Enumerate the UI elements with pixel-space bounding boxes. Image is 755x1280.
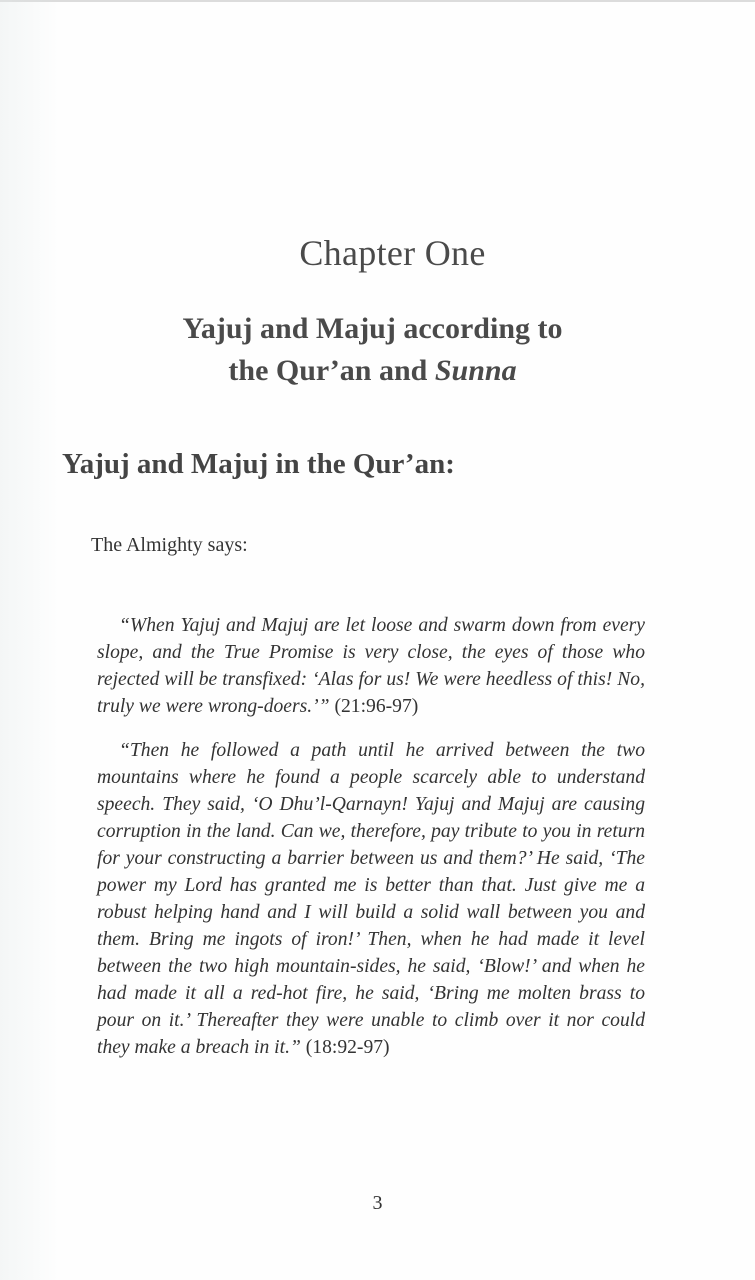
page-top-edge	[0, 0, 755, 2]
chapter-subtitle-line-2	[0, 350, 745, 392]
chapter-title: Chapter One	[299, 233, 486, 273]
chapter-subtitle-prefix: the Qur’an and	[228, 354, 435, 387]
quran-quote-1	[97, 612, 645, 720]
quran-quote-2	[97, 737, 645, 1061]
show-through-shadow	[0, 0, 60, 1280]
page-number: 3	[372, 1192, 383, 1214]
intro-text: The Almighty says:	[91, 534, 248, 556]
section-heading: Yajuj and Majuj in the Qur’an:	[62, 448, 455, 480]
chapter-subtitle	[0, 308, 745, 392]
quote-text: “Then he followed a path until he arrived between the two mountains where he found a people scarcely able to understand speech. They said, ‘O Dhu’l-Qarnayn! Yajuj and Majuj are causing corruption in the land. Can we, therefore, pay tribute to you in return for your constructing a barrier between us and them?’ He said, ‘The power my Lord has granted me is better than that. Just give me a robust helping hand and I will build a solid wall between you and them. Bring me ingots of iron!’ Then, when he had made it level between the two high mountain-sides, he said, ‘Blow!’ and when he had made it all a red-hot fire, he said, ‘Bring me molten brass to pour on it.’ Thereafter they were unable to climb over it nor could they make a breach in it.”	[97, 739, 645, 1058]
quote-reference: (21:96-97)	[334, 695, 419, 717]
chapter-subtitle-italic: Sunna	[434, 354, 517, 387]
chapter-subtitle-line-1: Yajuj and Majuj according to	[182, 312, 563, 345]
quote-text: “When Yajuj and Majuj are let loose and swarm down from every slope, and the True Promise is very close, the eyes of those who rejected will be transfixed: ‘Alas for us! We were heedless of this! No, truly we were wrong-doers.’”	[97, 614, 645, 717]
quote-reference: (18:92-97)	[305, 1036, 390, 1058]
